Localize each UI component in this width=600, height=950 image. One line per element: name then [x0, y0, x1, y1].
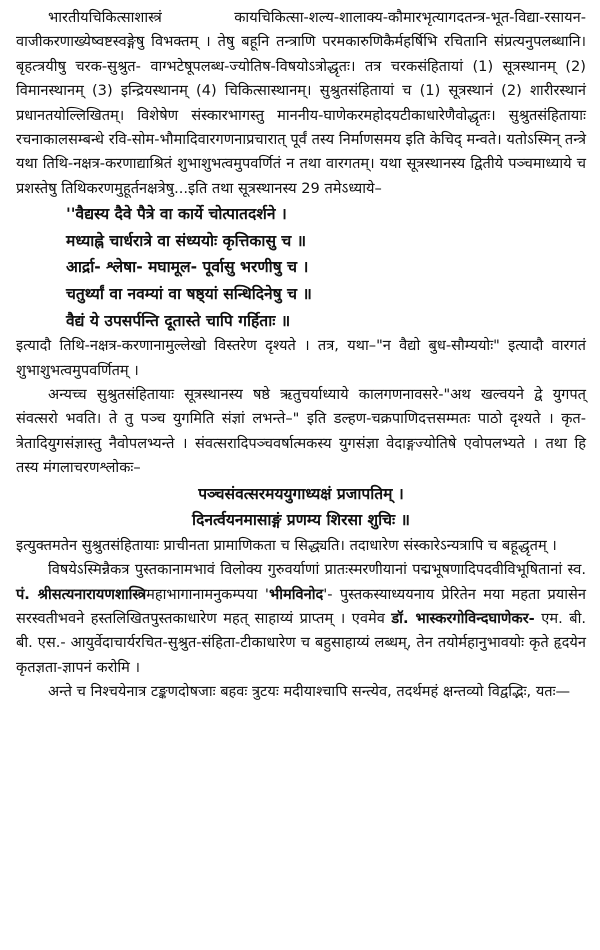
ack-book-title: भीमविनोद [268, 585, 324, 603]
verse-mangalacharana [16, 481, 586, 534]
ack-name-shastri: पं. श्रीसत्यनारायणशास्त्रि [16, 585, 147, 603]
verse-line: वैद्यं ये उपसर्पन्ति दूतास्ते चापि गर्हिताः ॥ [66, 311, 291, 330]
paragraph-intro: भारतीयचिकित्साशास्त्रं कायचिकित्सा-शल्य-शालाक्य-कौमारभृत्यागदतन्त्र-भूत-विद्या-रसायन-वाजीकरणाख्येष्वष्टस्वङ्गेषु विभक्तम् । तेषु बहूनि तन्त्राणि परमकारुणिकैर्महर्षिभि रचितानि संप्रत्यनुपलब्धानि। बृहत्त्रयीषु चरक-सुश्रुत- वाग्भटेषूपलब्ध-ज्योतिष-विषयोऽत्रोद्धृतः। तत्र चरकसंहितायां (1) सूत्रस्थानम् (2) विमानस्थानम् (3) इन्द्रियस्थानम् (4) चिकित्सास्थानम्। सुश्रुतसंहितायां च (1) सूत्रस्थानं (2) शारीरस्थानं प्रधानतयोल्लिखितम्। विशेषेण संस्कारभागस्तु माननीय-घाणेकरमहोदयटीकाधारेणैवोद्धृतः। सुश्रुतसंहितायाः रचनाकालसम्बन्धे रवि-सोम-भौमादिवारगणनाप्रचारात् पूर्वं तस्य निर्माणसमय इति केचिद् मन्वते। यतोऽस्मिन् तन्त्रे यथा तिथि-नक्षत्र-करणाद्याश्रितं शुभाशुभत्वमुपवर्णितं न तथा वारगतम्। यथा सूत्रस्थानस्य द्वितीये पञ्चमाध्याये च प्रशस्तेषु तिथिकरणमुहूर्तनक्षत्रेषु...इति तथा सूत्रस्थानस्य 29 तमेऽध्याये– [16, 9, 586, 197]
verse-sushruta-quote [16, 201, 586, 334]
paragraph-acknowledgement [16, 558, 586, 680]
verse-line: मध्याह्ने चार्धरात्रे वा संध्ययोः कृत्तिकासु च ॥ [66, 231, 307, 250]
verse-line: दिनर्त्वयनमासाङ्गं प्रणम्य शिरसा शुचिः ॥ [192, 511, 410, 530]
ack-text: महाभागानामनुकम्पया ' [146, 585, 269, 603]
ack-text: विषयेऽस्मिन्नैकत्र पुस्तकानामभावं विलोक्य गुरुवर्याणां प्रातःस्मरणीयानां पद्मभूषणादिपदवीविभूषितानां स्व. [48, 561, 586, 579]
paragraph-closing: अन्ते च निश्चयेनात्र टङ्कणदोषजाः बहवः त्रुटयः मदीयाश्चापि सन्त्येव, तदर्थमहं क्षन्तव्यो विद्वद्भिः, यतः— [48, 683, 571, 701]
paragraph-antiquity: इत्युक्तमतेन सुश्रुतसंहितायाः प्राचीनता प्रामाणिकता च सिद्ध्यति। तदाधारेण संस्कारेऽन्यत्रापि च बहूद्धृतम् । [16, 536, 557, 554]
verse-line: चतुर्थ्यां वा नवम्यां वा षष्ठ्यां सन्धिदिनेषु च ॥ [66, 285, 312, 304]
ack-name-ghanekar: डॉ. भास्करगोविन्दघाणेकर- [391, 610, 535, 628]
verse-line: पञ्चसंवत्सरमययुगाध्यक्षं प्रजापतिम् । [198, 484, 404, 503]
ack-text: एम. बी. बी. एस.- आयुर्वेदाचार्यरचित-सुश्रुत-संहिता-टीकाधारेण च बहुसाहाय्यं लब्धम्, तेन तयोर्महानुभावयोः कृते हृदयेन कृतज्ञता-ज्ञापनं करोमि । [16, 610, 587, 676]
ack-text: '- पुस्तकस्याध्ययनाय प्रेरितेन मया महता प्रयासेन सरस्वतीभवने हस्तलिखितपुस्तकाधारेण महत् साहाय्यं प्राप्तम् । एवमेव [16, 585, 586, 628]
paragraph-yuga: अन्यच्च सुश्रुतसंहितायाः सूत्रस्थानस्य षष्ठे ऋतुचर्याध्याये कालगणनावसरे-"अथ खल्वयने द्वे युगपत् संवत्सरो भवति। ते तु पञ्च युगमिति संज्ञां लभन्ते–" इति डल्हण-चक्रपाणिदत्तसम्मतः पाठो दृश्यते । कृत-त्रेतादियुगसंज्ञास्तु नैवोपलभ्यन्ते । संवत्सरादिपञ्चवर्षात्मकस्य युगसंज्ञा वेदाङ्गज्योतिषे एवोपलभ्यते । तथा हि तस्य मंगलाचरणश्लोकः– [16, 386, 586, 477]
paragraph-weekday: इत्यादौ तिथि-नक्षत्र-करणानामुल्लेखो विस्तरेण दृश्यते । तत्र, यथा–"न वैद्यो बुध-सौम्ययोः" इत्यादौ वारगतं शुभाशुभत्वमुपवर्णितम् । [16, 337, 586, 379]
verse-line: ''वैद्यस्य दैवे पैत्रे वा कार्ये चोत्पातदर्शने । [66, 205, 287, 224]
verse-line: आर्द्रा- श्लेषा- मघामूल- पूर्वासु भरणीषु च । [66, 258, 309, 277]
